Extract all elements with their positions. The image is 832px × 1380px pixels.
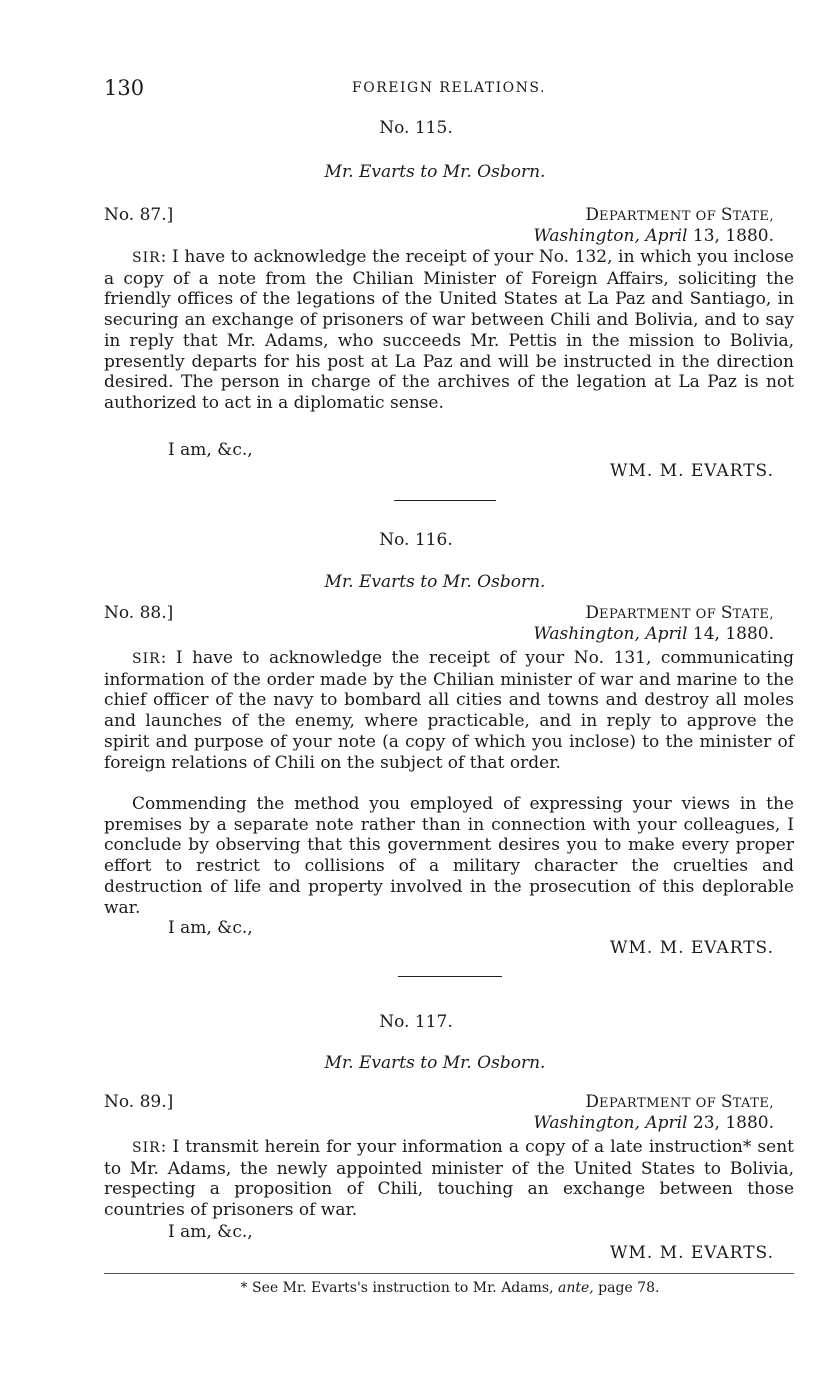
footnote-rule bbox=[104, 1273, 794, 1274]
letter-heading: Mr. Evarts to Mr. Osborn. bbox=[324, 1053, 546, 1073]
section-divider bbox=[398, 976, 502, 977]
file-number: No. 87.] bbox=[104, 205, 174, 225]
letter-body-paragraph: Commending the method you employed of expressing your views in the premises by a separate note rather than in connection with your colleagues, I conclude by observing that this government desires you to make every proper effort to restrict to collisions of a military character the cruelties and destruction of life and property involved in the prosecution of this deplorable war. bbox=[104, 794, 794, 918]
letter-body-paragraph: SIR: I transmit herein for your information a copy of a late instruction* sent to Mr. Adams, the newly appointed minister of the United States to Bolivia, respecting a proposition of Chili, touching an exchange between those countries of prisoners of war. bbox=[104, 1137, 794, 1221]
dateline: Washington, April 13, 1880. bbox=[533, 226, 774, 246]
file-number: No. 89.] bbox=[104, 1092, 174, 1112]
signature: WM. M. EVARTS. bbox=[610, 938, 774, 958]
document-number: No. 115. bbox=[379, 118, 453, 138]
running-title: FOREIGN RELATIONS. bbox=[352, 80, 546, 96]
signature: WM. M. EVARTS. bbox=[610, 1243, 774, 1263]
salutation: SIR bbox=[132, 1140, 161, 1156]
letter-body-paragraph: SIR: I have to acknowledge the receipt of your No. 132, in which you inclose a copy of a note from the Chilian Minister of Foreign Affairs, soliciting the friendly offices of the legations of the United States at La Paz and Santiago, in securing an exchange of prisoners of war between Chili and Bolivia, and to say in reply that Mr. Adams, who succeeds Mr. Pettis in the mission to Bolivia, presently departs for his post at La Paz and will be instructed in the direction desired. The person in charge of the archives of the legation at La Paz is not authorized to act in a diplomatic sense. bbox=[104, 247, 794, 413]
closing: I am, &c., bbox=[168, 1222, 253, 1242]
page-number: 130 bbox=[104, 76, 145, 100]
section-divider bbox=[394, 500, 496, 501]
letter-body-paragraph: SIR: I have to acknowledge the receipt of your No. 131, communicating information of the order made by the Chilian minister of war and marine to the chief officer of the navy to bombard all cities and towns and destroy all moles and launches of the enemy, where practicable, and in reply to approve the spirit and purpose of your note (a copy of which you inclose) to the minister of foreign relations of Chili on the subject of that order. bbox=[104, 648, 794, 773]
footnote: * See Mr. Evarts's instruction to Mr. Adams, ante, page 78. bbox=[240, 1280, 660, 1296]
salutation: SIR bbox=[132, 651, 161, 667]
signature: WM. M. EVARTS. bbox=[610, 461, 774, 481]
department-line: DEPARTMENT OF STATE, bbox=[585, 1092, 774, 1112]
salutation: SIR bbox=[132, 250, 161, 266]
letter-heading: Mr. Evarts to Mr. Osborn. bbox=[324, 572, 546, 592]
document-number: No. 117. bbox=[379, 1012, 453, 1032]
document-number: No. 116. bbox=[379, 530, 453, 550]
dateline: Washington, April 14, 1880. bbox=[533, 624, 774, 644]
running-head bbox=[104, 76, 794, 104]
closing: I am, &c., bbox=[168, 440, 253, 460]
closing: I am, &c., bbox=[168, 918, 253, 938]
file-number: No. 88.] bbox=[104, 603, 174, 623]
dateline: Washington, April 23, 1880. bbox=[533, 1113, 774, 1133]
letter-heading: Mr. Evarts to Mr. Osborn. bbox=[324, 162, 546, 182]
department-line: DEPARTMENT OF STATE, bbox=[585, 603, 774, 623]
department-line: DEPARTMENT OF STATE, bbox=[585, 205, 774, 225]
